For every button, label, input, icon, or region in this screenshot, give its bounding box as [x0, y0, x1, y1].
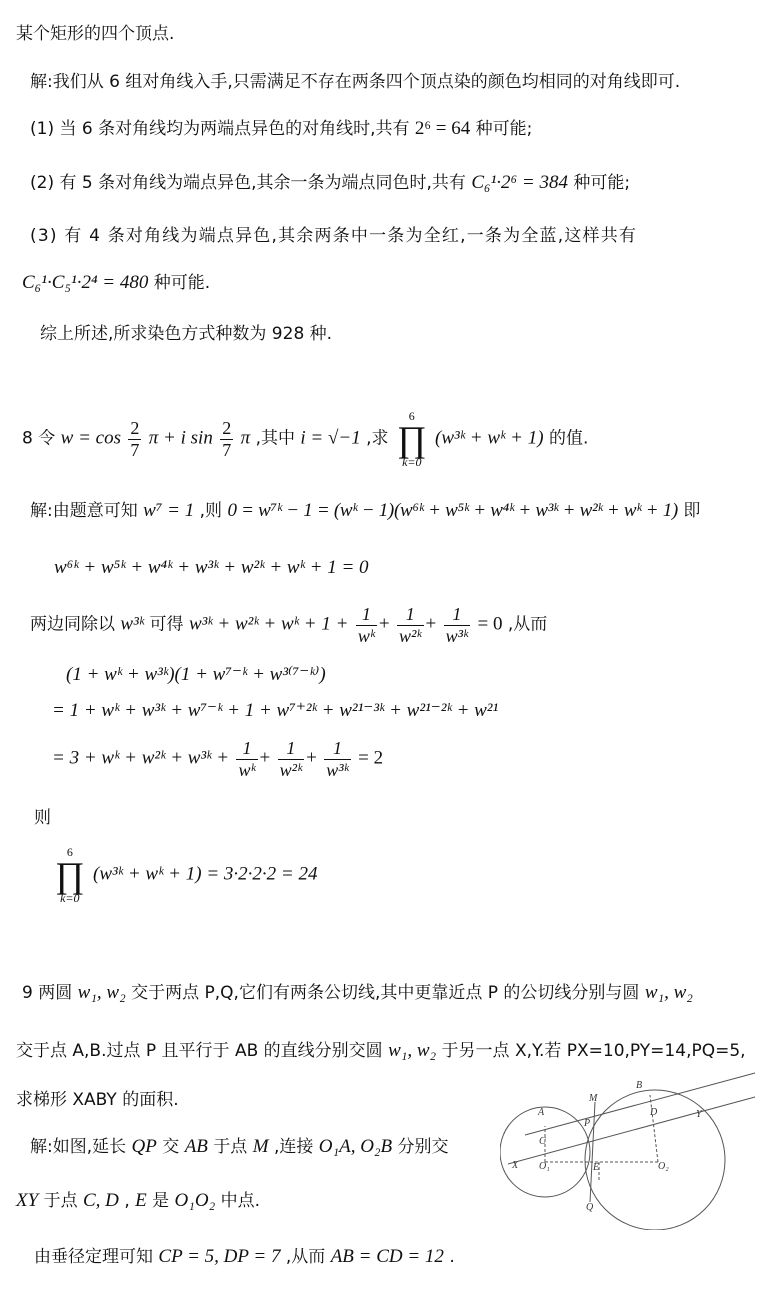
p8-namely: 即 — [683, 501, 701, 521]
case-3: (3) 有 4 条对角线为端点异色,其余两条中一条为全红,一条为全蓝,这样共有 — [30, 226, 638, 246]
text-line-1: 某个矩形的四个顶点. — [16, 24, 175, 44]
p8-frac-e-den: w²ᵏ — [279, 759, 303, 780]
p8-frac-a — [356, 604, 377, 646]
case-1-end: 种可能; — [475, 119, 533, 139]
label-P: P — [584, 1118, 591, 1129]
p8-frac-f-den: w³ᵏ — [326, 759, 349, 780]
p9-chord-theorem: 由垂径定理可知 — [34, 1247, 153, 1267]
p9-thus: ,从而 — [285, 1247, 326, 1267]
p8-frac-2 — [220, 418, 233, 460]
p9-comma: , — [124, 1191, 130, 1211]
label-C: C — [539, 1136, 546, 1147]
p8-w3k: w³ᵏ — [120, 613, 145, 635]
p8-expand-line: = 1 + wᵏ + w³ᵏ + w⁷⁻ᵏ + 1 + w⁷⁺²ᵏ + w²¹⁻³ᵏ + w²¹⁻²ᵏ + w²¹ — [52, 700, 499, 721]
p9-CP-DP: CP = 5, DP = 7 — [158, 1246, 281, 1267]
p9-circles-2: w₁, w₂ — [644, 982, 693, 1003]
case-3-formula: C₆¹·C₅¹·2⁴ = 480 — [22, 272, 149, 293]
p8-therefore: 则 — [34, 808, 51, 828]
summary-line: 综上所述,所求染色方式种数为 928 种. — [40, 324, 333, 344]
p8-frac-2-num: 2 — [222, 417, 232, 438]
p9-M: M — [252, 1136, 269, 1157]
p8-prod-lower: k=0 — [402, 455, 422, 470]
problem-8-statement — [22, 410, 588, 468]
p8-product-expr: (w³ᵏ + wᵏ + 1) — [435, 427, 544, 449]
p8-frac-1 — [128, 418, 141, 460]
p8-eq-zero: = 0 — [477, 613, 503, 635]
p8-simplify-expr: = 3 + wᵏ + w²ᵏ + w³ᵏ + — [52, 747, 230, 769]
p8-w7: w⁷ = 1 — [143, 500, 195, 521]
label-O2: O₂ — [658, 1161, 669, 1172]
p8-w-def-2: π + i sin — [148, 427, 213, 449]
p8-frac-b-num: 1 — [397, 604, 423, 626]
p9-text-3: 于另一点 X,Y.若 PX=10,PY=14,PQ=5, — [441, 1041, 746, 1061]
p8-frac-a-num: 1 — [356, 604, 377, 626]
p8-factorization: 0 = w⁷ᵏ − 1 = (wᵏ − 1)(w⁶ᵏ + w⁵ᵏ + w⁴ᵏ + w³ᵏ + w²ᵏ + wᵏ + 1) — [227, 500, 678, 521]
label-A: A — [538, 1107, 545, 1118]
p9-circles-1: w₁, w₂ — [77, 982, 126, 1003]
p9-XY: XY — [16, 1190, 39, 1211]
p8-then: ,则 — [199, 501, 223, 521]
p9-midpoint: 中点. — [220, 1191, 261, 1211]
p8-pi: π — [240, 427, 251, 449]
p9-text-2: 交于点 A,B.过点 P 且平行于 AB 的直线分别交圆 — [16, 1041, 383, 1061]
p9-at-point: 于点 — [213, 1137, 248, 1157]
case-2-formula: C₆¹·2⁶ = 384 — [471, 172, 568, 193]
p8-equation-zero: w⁶ᵏ + w⁵ᵏ + w⁴ᵏ + w³ᵏ + w²ᵏ + wᵏ + 1 = 0 — [54, 557, 369, 578]
p9-text-1: 交于两点 P,Q,它们有两条公切线,其中更靠近点 P 的公切线分别与圆 — [131, 983, 640, 1003]
label-Y: Y — [696, 1109, 702, 1120]
p9-O1O2: O₁O₂ — [174, 1190, 216, 1211]
solution-intro: 解:我们从 6 组对角线入手,只需满足不存在两条四个顶点染的颜色均相同的对角线即可. — [30, 72, 681, 92]
p8-solution-1 — [30, 500, 700, 523]
radius-O2-B — [650, 1095, 658, 1162]
p9-circles-3: w₁, w₂ — [388, 1040, 437, 1061]
p8-frac-e — [278, 738, 304, 780]
p8-divided-expr: w³ᵏ + w²ᵏ + wᵏ + 1 + — [188, 613, 349, 635]
p9-solution-2 — [16, 1190, 260, 1213]
p8-frac-f — [324, 738, 350, 780]
p8-get: 可得 — [149, 614, 184, 635]
case-1-text: (1) 当 6 条对角线均为两端点异色的对角线时,共有 — [30, 119, 410, 139]
p8-frac-d-num: 1 — [236, 738, 257, 760]
problem-8-label: 8 令 — [22, 428, 56, 449]
p9-CD: C, D — [83, 1190, 119, 1211]
p8-simplify-line: = 3 + wᵏ + w²ᵏ + w³ᵏ + $\frac{1}{\text{wᵏ}}$ + $\frac{1}{\text{w²ᵏ}}$ + $\frac{1}{\text{w³ᵏ}}$ = 2 — [52, 738, 384, 780]
p8-frac-f-num: 1 — [324, 738, 350, 760]
p9-QP: QP — [131, 1136, 157, 1157]
label-E: E — [593, 1162, 600, 1173]
p9-period: . — [449, 1247, 455, 1267]
p8-frac-b-den: w²ᵏ — [399, 625, 422, 646]
p8-find: ,求 — [366, 428, 389, 449]
case-3-end: 种可能. — [153, 273, 211, 293]
case-2-end: 种可能; — [573, 173, 631, 193]
p8-final-line — [52, 846, 317, 904]
p8-final-prod-lower: k=0 — [60, 891, 80, 906]
label-X: X — [512, 1160, 519, 1171]
p8-value: 的值. — [548, 428, 589, 449]
problem-9-line-3: 求梯形 XABY 的面积. — [16, 1090, 179, 1110]
p8-final-prod-upper: 6 — [66, 845, 73, 859]
case-3-cont — [22, 272, 210, 295]
problem-9-label: 9 两圆 — [22, 983, 73, 1003]
p9-each-meet: 分别交 — [397, 1137, 449, 1157]
p8-final-result: (w³ᵏ + wᵏ + 1) = 3·2·2·2 = 24 — [93, 863, 318, 885]
p9-solution-1 — [30, 1136, 449, 1159]
p8-where: ,其中 — [255, 428, 295, 449]
p9-AB-CD: AB = CD = 12 — [330, 1246, 444, 1267]
p8-final-product-symbol — [55, 846, 85, 904]
p8-divide-line: 两边同除以 w³ᵏ 可得 w³ᵏ + w²ᵏ + wᵏ + 1 + $\frac{1}{\text{wᵏ}}$ + $\frac{1}{\text{w²ᵏ}}$ + $\frac{1}{\text{w³ᵏ}}$ = 0 ,从而 — [30, 604, 548, 646]
p8-product-symbol — [397, 410, 427, 468]
label-O1: O₁ — [539, 1161, 550, 1172]
p8-product-line: (1 + wᵏ + w³ᵏ)(1 + w⁷⁻ᵏ + w³⁽⁷⁻ᵏ⁾) — [66, 664, 326, 685]
p8-prod-upper: 6 — [408, 409, 415, 423]
problem-9-line-2 — [16, 1040, 746, 1063]
p8-eq-two: = 2 — [358, 747, 384, 769]
p8-hence: ,从而 — [507, 614, 548, 635]
p8-frac-e-num: 1 — [278, 738, 304, 760]
p8-frac-a-den: wᵏ — [357, 625, 375, 646]
p8-frac-d-den: wᵏ — [238, 759, 256, 780]
label-M: M — [589, 1093, 598, 1104]
label-D: D — [650, 1107, 658, 1118]
case-2 — [30, 172, 630, 195]
case-2-text: (2) 有 5 条对角线为端点异色,其余一条为端点同色时,共有 — [30, 173, 466, 193]
case-1 — [30, 118, 532, 141]
p9-at-points: 于点 — [43, 1191, 78, 1211]
p8-final-prod-pi: ∏ — [55, 855, 85, 895]
p8-frac-c-num: 1 — [444, 604, 470, 626]
label-B: B — [636, 1080, 643, 1091]
p9-radii: O₁A, O₂B — [318, 1136, 393, 1157]
p8-frac-2-den: 7 — [222, 439, 232, 460]
p9-meet: 交 — [162, 1137, 180, 1157]
problem-9-line-1 — [22, 982, 693, 1005]
p9-solution-3 — [34, 1246, 455, 1269]
p9-is: 是 — [152, 1191, 170, 1211]
case-1-formula: 2⁶ = 64 — [414, 118, 471, 139]
p9-connect: ,连接 — [273, 1137, 314, 1157]
geometry-figure — [500, 1070, 770, 1230]
p9-AB: AB — [184, 1136, 208, 1157]
p8-w-def: w = cos — [60, 427, 121, 449]
label-Q: Q — [586, 1202, 594, 1213]
p8-i-def: i = √−1 — [300, 427, 361, 449]
p8-prod-pi: ∏ — [396, 419, 427, 459]
p8-frac-1-den: 7 — [130, 439, 140, 460]
p9-sol-intro: 解:如图,延长 — [30, 1137, 127, 1157]
p8-frac-d — [236, 738, 257, 780]
p8-frac-b — [397, 604, 423, 646]
p8-frac-1-num: 2 — [130, 417, 140, 438]
p8-frac-c-den: w³ᵏ — [445, 625, 469, 646]
p8-divide-text: 两边同除以 — [30, 614, 115, 635]
p8-sol-intro: 解:由题意可知 — [30, 501, 138, 521]
p9-E: E — [135, 1190, 147, 1211]
p8-frac-c — [444, 604, 470, 646]
